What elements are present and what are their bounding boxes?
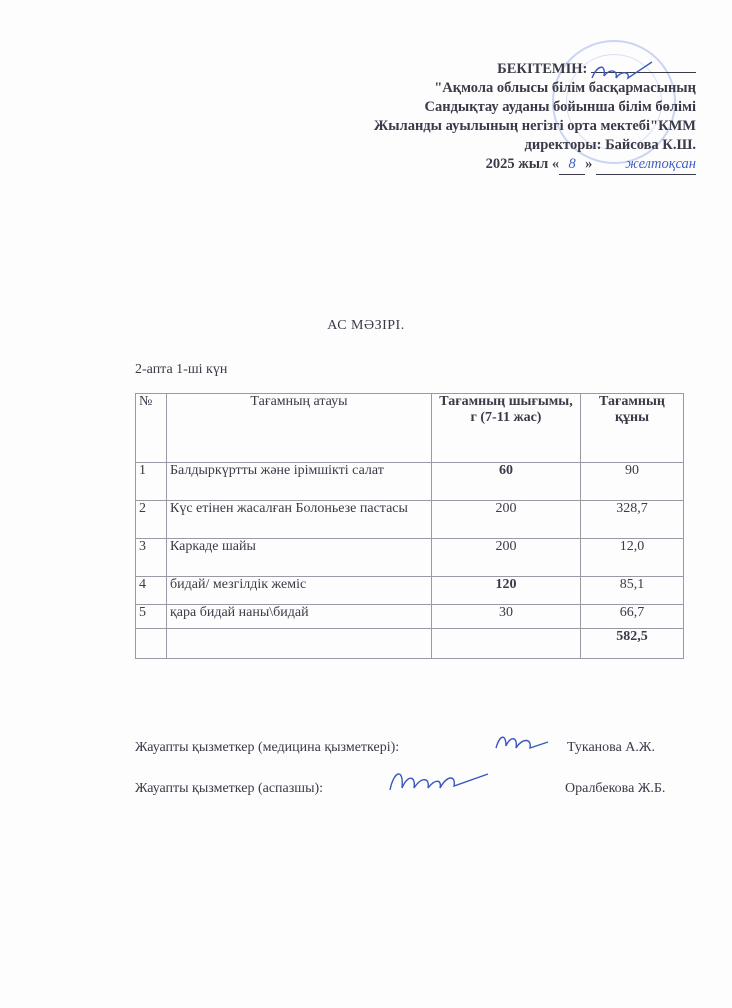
- date-prefix: 2025 жыл «: [485, 156, 560, 172]
- table-row: [136, 605, 684, 629]
- row-yield: 120: [432, 577, 581, 605]
- date-suffix: »: [585, 156, 593, 172]
- medic-name: Туканова А.Ж.: [567, 740, 655, 755]
- row-num: 1: [136, 463, 167, 501]
- total-empty-name: [167, 629, 432, 659]
- table-header-row: [136, 394, 684, 463]
- total-cost: 582,5: [581, 629, 684, 659]
- total-empty-yield: [432, 629, 581, 659]
- director-signature-icon: [588, 58, 658, 88]
- table-row: [136, 577, 684, 605]
- row-name: бидай/ мезгілдік жеміс: [167, 577, 432, 605]
- row-cost: 328,7: [581, 501, 684, 539]
- row-cost: 12,0: [581, 539, 684, 577]
- total-empty-num: [136, 629, 167, 659]
- row-yield: 200: [432, 539, 581, 577]
- cook-label: Жауапты қызметкер (аспазшы):: [135, 781, 324, 796]
- header-yield: Тағамның шығымы, г (7-11 жас): [432, 394, 581, 463]
- table-row: [136, 463, 684, 501]
- page-title: АС МӘЗІРІ.: [327, 318, 405, 333]
- menu-table: [135, 393, 684, 659]
- row-cost: 85,1: [581, 577, 684, 605]
- row-name: Каркаде шайы: [167, 539, 432, 577]
- row-num: 3: [136, 539, 167, 577]
- row-name: Күс етінен жасалған Болоньезе пастасы: [167, 501, 432, 539]
- row-num: 4: [136, 577, 167, 605]
- org-line-1: "Ақмола облысы білім басқармасының: [434, 80, 696, 96]
- row-yield: 30: [432, 605, 581, 629]
- cook-signature-icon: [384, 764, 494, 798]
- date-day: 8: [559, 155, 585, 175]
- medic-signature-icon: [492, 730, 552, 756]
- date-line: [374, 155, 696, 175]
- table-total-row: [136, 629, 684, 659]
- row-cost: 66,7: [581, 605, 684, 629]
- week-day-label: 2-апта 1-ші күн: [135, 362, 228, 377]
- table-row: [136, 501, 684, 539]
- header-name: Тағамның атауы: [167, 394, 432, 463]
- row-cost: 90: [581, 463, 684, 501]
- header-cost: Тағамның құны: [581, 394, 684, 463]
- row-num: 5: [136, 605, 167, 629]
- org-line-2: Сандықтау ауданы бойынша білім бөлімі: [424, 99, 696, 115]
- date-month: желтоқсан: [596, 155, 696, 175]
- medic-label: Жауапты қызметкер (медицина қызметкері):: [135, 740, 400, 755]
- row-num: 2: [136, 501, 167, 539]
- row-yield: 200: [432, 501, 581, 539]
- cook-name: Оралбекова Ж.Б.: [565, 781, 666, 796]
- director-line: директоры: Байсова К.Ш.: [524, 137, 696, 153]
- row-name: Балдыркүртты және ірімшікті салат: [167, 463, 432, 501]
- row-yield: 60: [432, 463, 581, 501]
- table-row: [136, 539, 684, 577]
- header-num: №: [136, 394, 167, 463]
- row-name: қара бидай наны\бидай: [167, 605, 432, 629]
- org-line-3: Жыланды ауылының негізгі орта мектебі"КММ: [373, 118, 696, 134]
- approval-heading: БЕКІТЕМІН:: [497, 61, 588, 77]
